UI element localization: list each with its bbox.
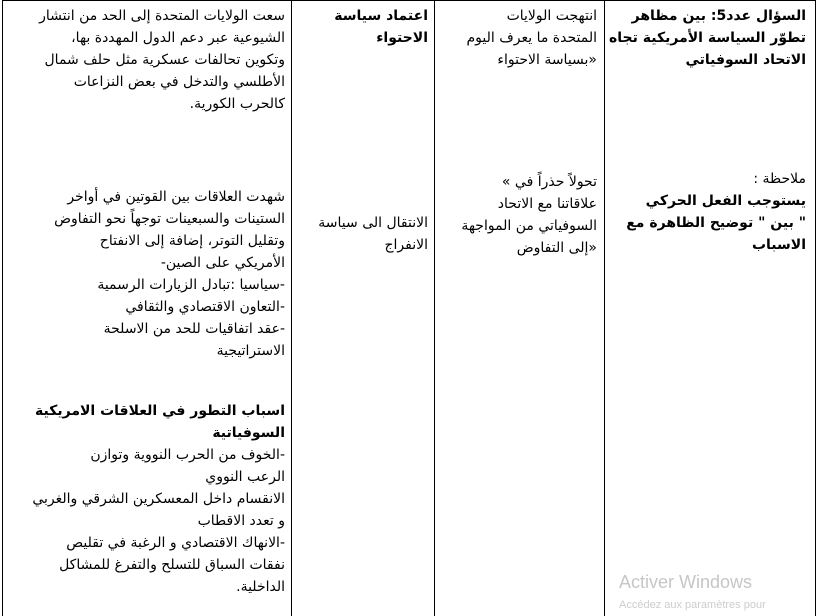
- table-column-divider: [604, 0, 605, 616]
- question-cell: السؤال عدد5: بين مظاهر تطوّر السياسة الأمريكية تجاه الاتحاد السوفياتي: [609, 8, 806, 68]
- explanation-cell: سعت الولايات المتحدة إلى الحد من انتشار الشيوعية عبر دعم الدول المهددة بها، وتكوين تحالفات عسكرية مثل حلف شمال الأطلسي والتدخل في بعض النزاعات كالحرب الكورية.: [39, 8, 285, 112]
- table-border-right: [815, 0, 816, 616]
- activation-watermark-subtitle: Accédez aux paramètres pour: [619, 599, 766, 611]
- table-border-top: [2, 0, 816, 1]
- note-text: يستوجب الفعل الحركي " بين " توضيح الظاهرة مع الاسباب: [626, 193, 806, 253]
- causes-title: اسباب التطور في العلاقات الامريكية السوفياتية: [35, 403, 285, 441]
- explanation-cell: شهدت العلاقات بين القوتين في أواخر الستينات والسبعينات توجهاً نحو التفاوض وتقليل التوتر، إضافة إلى الانفتاح الأمريكي على الصين- -سياسيا :تبادل الزيارات الرسمية -التعاون الاقتصادي والثقافي -عقد اتفاقيات للحد من الاسلحة الاستراتيجية: [54, 189, 285, 359]
- causes-cell: اسباب التطور في العلاقات الامريكية السوفياتية -الخوف من الحرب النووية وتوازن الرعب النووي الانقسام داخل المعسكرين الشرقي والغربي و تعدد الاقطاب -الانهاك الاقتصادي و الرغبة في تقليص نفقات السباق للتسلح والتفرغ للمشاكل الداخلية.: [32, 400, 285, 598]
- note-label: ملاحظة :: [753, 171, 806, 187]
- concept-cell: اعتماد سياسة الاحتواء: [334, 8, 428, 46]
- table-column-divider: [291, 0, 292, 616]
- concept-cell: الانتقال الى سياسة الانفراج: [318, 215, 428, 253]
- quote-cell: تحولاً حذراً في » علاقاتنا مع الاتحاد السوفياتي من المواجهة «إلى التفاوض: [461, 174, 597, 256]
- quote-cell: انتهجت الولايات المتحدة ما يعرف اليوم «بسياسة الاحتواء: [466, 8, 597, 68]
- activation-watermark-title: Activer Windows: [619, 572, 753, 592]
- table-border-left: [2, 0, 3, 616]
- table-column-divider: [434, 0, 435, 616]
- note-cell: [626, 168, 806, 256]
